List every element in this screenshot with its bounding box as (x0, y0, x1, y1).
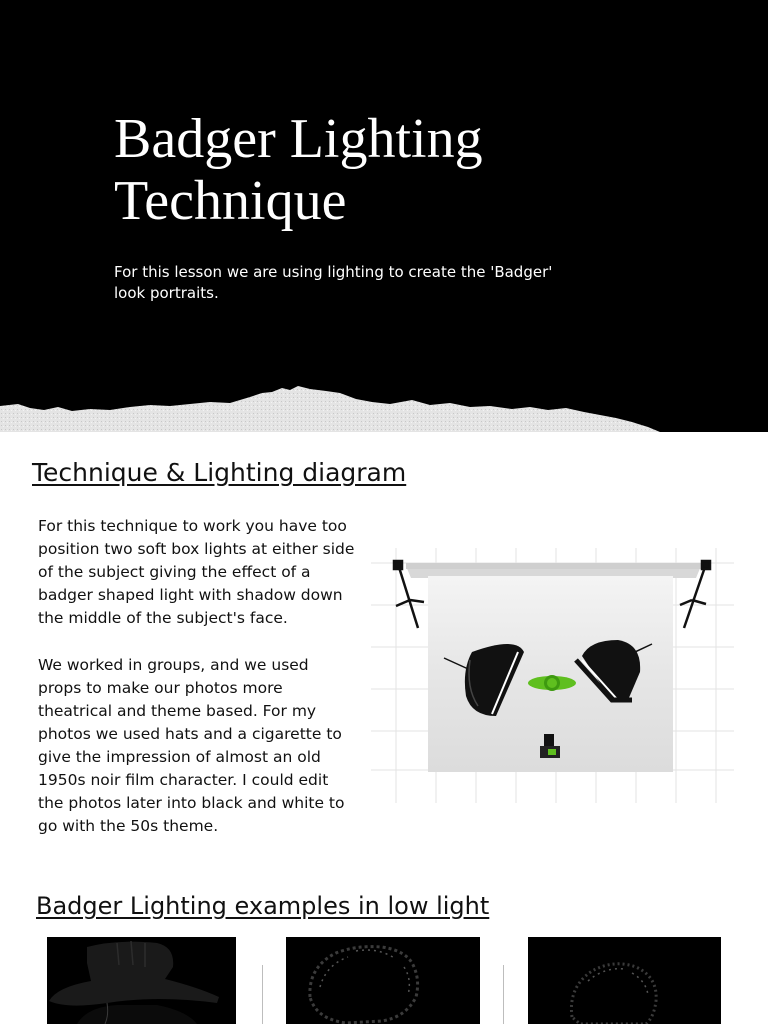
photo-divider-2 (503, 965, 504, 1024)
title-banner (0, 0, 768, 432)
title-line-1: Badger Lighting (114, 108, 483, 170)
section-heading-examples: Badger Lighting examples in low light (36, 892, 490, 920)
page-subtitle: For this lesson we are using lighting to create the 'Badger' look portraits. (114, 263, 553, 302)
portrait-curly-hair-icon (286, 937, 480, 1024)
photo-divider-1 (262, 965, 263, 1024)
title-line-2: Technique (114, 170, 347, 232)
portrait-with-hat-icon (47, 937, 236, 1024)
section-heading-technique: Technique & Lighting diagram (32, 458, 407, 487)
technique-paragraph-2: We worked in groups, and we used props to make our photos more theatrical and theme based. For my photos we used hats and a cigarette to give the impression of almost an old 1950s noir film character. I could edit the photos later into black and white to go with the 50s theme. (38, 656, 345, 835)
lighting-diagram (366, 548, 738, 810)
portrait-dark-icon (528, 937, 721, 1024)
torn-paper-edge (0, 380, 768, 432)
example-photo-2 (286, 937, 480, 1024)
example-photo-3 (528, 937, 721, 1024)
page-title (114, 108, 634, 232)
technique-paragraph-1: For this technique to work you have too position two soft box lights at either side of the subject giving the effect of a badger shaped light with shadow down the middle of the subject's face. (38, 517, 355, 627)
example-photo-1 (47, 937, 236, 1024)
